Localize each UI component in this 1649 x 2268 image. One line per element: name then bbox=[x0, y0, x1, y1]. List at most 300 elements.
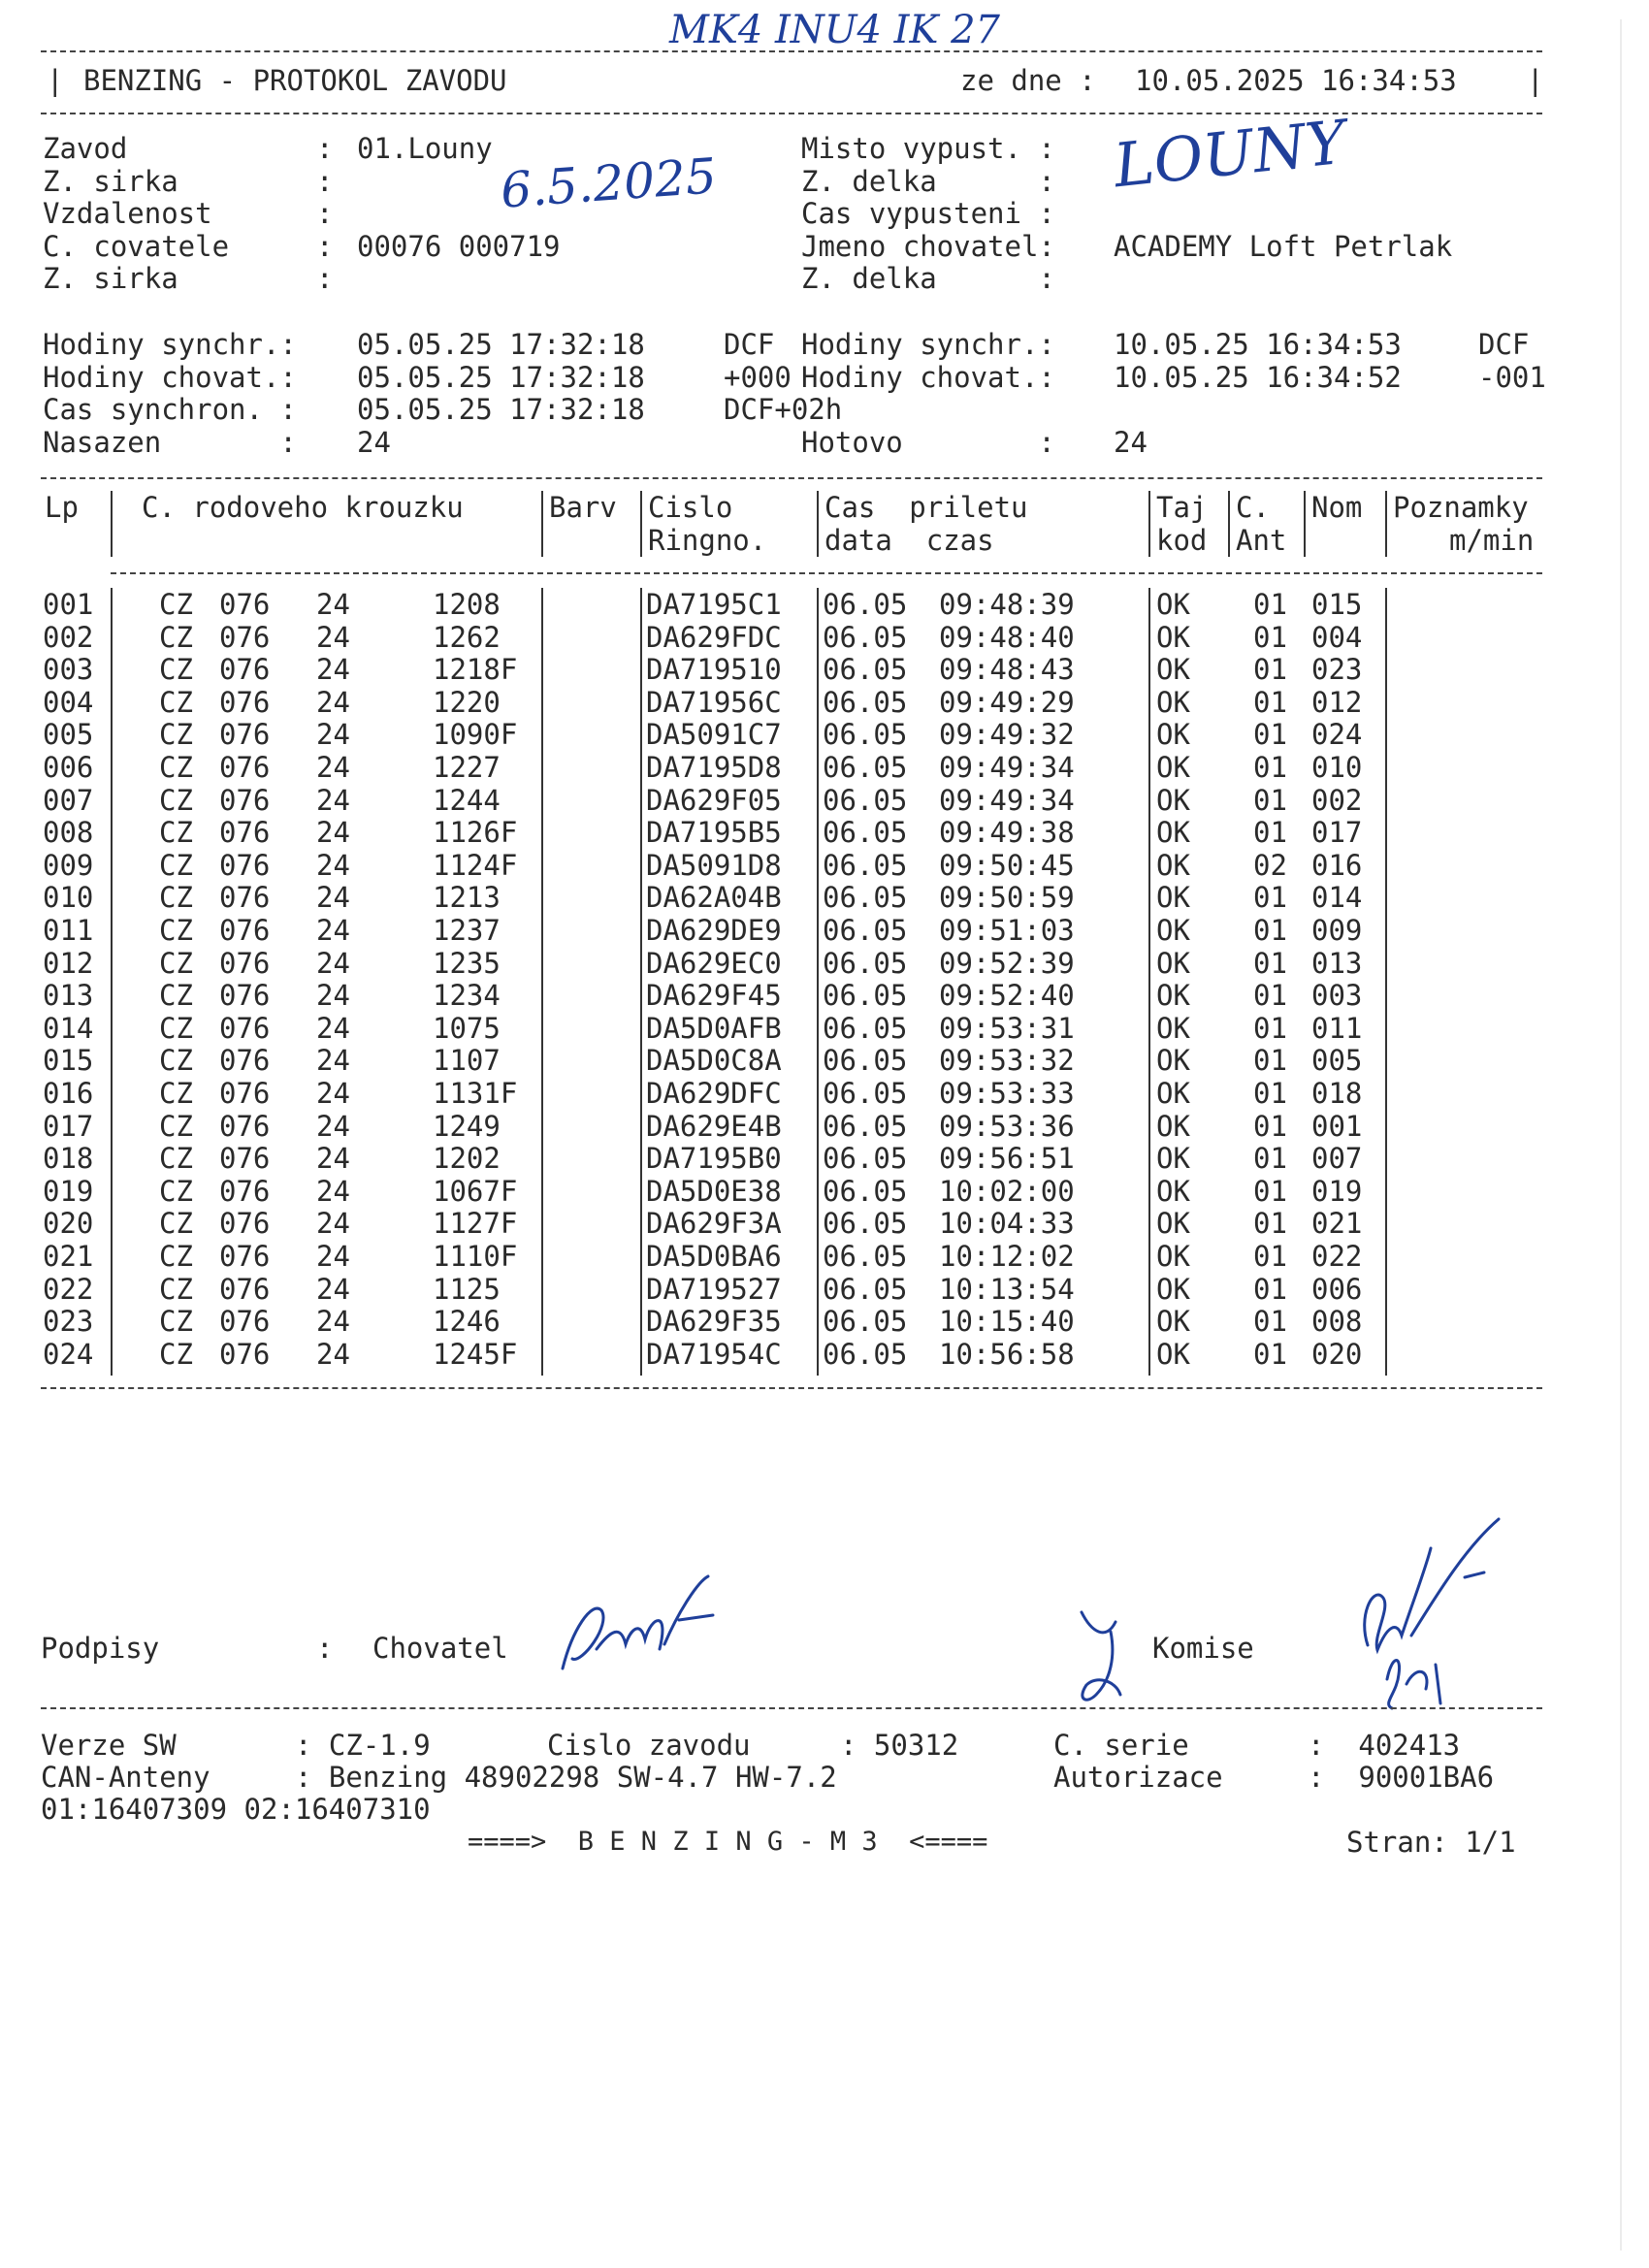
cell-nom: 012 bbox=[1311, 685, 1363, 719]
cell-lp: 017 bbox=[43, 1109, 94, 1143]
sync-value: 05.05.25 17:32:18 bbox=[357, 393, 645, 426]
cell-antenna: 01 bbox=[1253, 685, 1287, 719]
footer-cislo-value: : 50312 bbox=[840, 1729, 959, 1762]
table-row bbox=[0, 1273, 1649, 1306]
cell-country: CZ bbox=[159, 1142, 193, 1176]
cell-nom: 004 bbox=[1311, 620, 1363, 654]
table-row bbox=[0, 784, 1649, 817]
footer-cislo-label: Cislo zavodu bbox=[547, 1729, 751, 1762]
cell-year: 24 bbox=[316, 848, 350, 882]
table-row bbox=[0, 588, 1649, 621]
cell-lp: 009 bbox=[43, 848, 94, 882]
sync-label-right: Hodiny chovat.: bbox=[801, 360, 1055, 394]
footer-page-number: Stran: 1/1 bbox=[1346, 1826, 1516, 1859]
cell-ring-number: 1245F bbox=[433, 1337, 518, 1371]
cell-date: 06.05 bbox=[823, 1077, 908, 1110]
info-right-label: Misto vypust. : bbox=[801, 132, 1055, 165]
cell-country: CZ bbox=[159, 1044, 193, 1078]
cell-country: CZ bbox=[159, 1174, 193, 1208]
protocol-date-label: ze dne : bbox=[960, 64, 1096, 97]
cell-taj-kod: OK bbox=[1156, 620, 1190, 654]
cell-date: 06.05 bbox=[823, 653, 908, 687]
body-sep-1 bbox=[111, 588, 113, 1376]
cell-ringno: DA62A04B bbox=[646, 881, 782, 915]
cell-club: 076 bbox=[219, 1272, 271, 1306]
info-right-label: Z. delka : bbox=[801, 262, 1055, 295]
cell-country: CZ bbox=[159, 685, 193, 719]
table-row bbox=[0, 1110, 1649, 1143]
info-left-value: 01.Louny bbox=[357, 132, 493, 165]
cell-ringno: DA5091C7 bbox=[646, 718, 782, 752]
col-header-data-czas: data czas bbox=[824, 524, 994, 557]
cell-time: 10:02:00 bbox=[939, 1174, 1075, 1208]
cell-year: 24 bbox=[316, 1142, 350, 1176]
cell-ring-number: 1202 bbox=[433, 1142, 501, 1176]
cell-antenna: 01 bbox=[1253, 1240, 1287, 1273]
info-left-label: Zavod bbox=[43, 132, 128, 165]
sync-suffix-right: -001 bbox=[1478, 360, 1546, 394]
info-left-label: C. covatele bbox=[43, 229, 230, 263]
info-left-sep: : bbox=[316, 132, 334, 165]
cell-taj-kod: OK bbox=[1156, 1044, 1190, 1078]
cell-country: CZ bbox=[159, 1109, 193, 1143]
cell-taj-kod: OK bbox=[1156, 1011, 1190, 1045]
cell-lp: 010 bbox=[43, 881, 94, 915]
cell-taj-kod: OK bbox=[1156, 1109, 1190, 1143]
cell-year: 24 bbox=[316, 1240, 350, 1273]
table-row bbox=[0, 1077, 1649, 1110]
cell-nom: 024 bbox=[1311, 718, 1363, 752]
header-left-bar: | bbox=[47, 64, 64, 97]
cell-antenna: 01 bbox=[1253, 1077, 1287, 1110]
cell-ring-number: 1218F bbox=[433, 653, 518, 687]
cell-ringno: DA629E4B bbox=[646, 1109, 782, 1143]
info-left-label: Z. sirka bbox=[43, 164, 178, 198]
col-header-ring: C. rodoveho krouzku bbox=[142, 491, 464, 524]
cell-lp: 021 bbox=[43, 1240, 94, 1273]
cell-ring-number: 1067F bbox=[433, 1174, 518, 1208]
cell-nom: 011 bbox=[1311, 1011, 1363, 1045]
cell-year: 24 bbox=[316, 914, 350, 947]
cell-taj-kod: OK bbox=[1156, 751, 1190, 784]
cell-club: 076 bbox=[219, 1011, 271, 1045]
info-left-sep: : bbox=[316, 164, 334, 198]
sync-value: 24 bbox=[357, 425, 391, 459]
cell-ringno: DA5D0C8A bbox=[646, 1044, 782, 1078]
cell-taj-kod: OK bbox=[1156, 1240, 1190, 1273]
cell-antenna: 01 bbox=[1253, 881, 1287, 915]
cell-club: 076 bbox=[219, 848, 271, 882]
table-row bbox=[0, 1338, 1649, 1371]
cell-date: 06.05 bbox=[823, 1142, 908, 1176]
cell-date: 06.05 bbox=[823, 1044, 908, 1078]
cell-antenna: 01 bbox=[1253, 1174, 1287, 1208]
col-header-kod: kod bbox=[1156, 524, 1208, 557]
cell-country: CZ bbox=[159, 751, 193, 784]
info-left-label: Vzdalenost bbox=[43, 197, 212, 230]
cell-club: 076 bbox=[219, 1142, 271, 1176]
signature-komise-right bbox=[1339, 1509, 1513, 1723]
cell-antenna: 01 bbox=[1253, 653, 1287, 687]
col-header-nom: Nom bbox=[1311, 491, 1363, 524]
cell-ringno: DA7195B0 bbox=[646, 1142, 782, 1176]
cell-time: 10:13:54 bbox=[939, 1272, 1075, 1306]
signatures-sep: : bbox=[316, 1632, 334, 1665]
table-row bbox=[0, 751, 1649, 784]
col-header-cas: Cas priletu bbox=[824, 491, 1028, 524]
cell-country: CZ bbox=[159, 620, 193, 654]
cell-nom: 020 bbox=[1311, 1337, 1363, 1371]
signature-komise-left bbox=[1067, 1603, 1154, 1719]
cell-nom: 013 bbox=[1311, 946, 1363, 980]
cell-ringno: DA7195C1 bbox=[646, 588, 782, 621]
cell-lp: 019 bbox=[43, 1174, 94, 1208]
table-row bbox=[0, 979, 1649, 1012]
col-header-lp: Lp bbox=[45, 491, 79, 524]
cell-time: 09:56:51 bbox=[939, 1142, 1075, 1176]
sync-label: Nasazen : bbox=[43, 425, 297, 459]
footer-verze-value: : CZ-1.9 bbox=[295, 1729, 431, 1762]
table-row bbox=[0, 947, 1649, 980]
cell-lp: 024 bbox=[43, 1337, 94, 1371]
cell-country: CZ bbox=[159, 1240, 193, 1273]
sync-value: 05.05.25 17:32:18 bbox=[357, 360, 645, 394]
cell-nom: 023 bbox=[1311, 653, 1363, 687]
cell-club: 076 bbox=[219, 946, 271, 980]
cell-ring-number: 1237 bbox=[433, 914, 501, 947]
cell-ringno: DA719527 bbox=[646, 1272, 782, 1306]
header-sep-1 bbox=[111, 491, 113, 557]
signature-chovatel bbox=[543, 1571, 737, 1688]
cell-antenna: 01 bbox=[1253, 718, 1287, 752]
header-sep-3 bbox=[640, 491, 642, 557]
cell-ring-number: 1126F bbox=[433, 816, 518, 850]
cell-club: 076 bbox=[219, 653, 271, 687]
cell-ringno: DA629DFC bbox=[646, 1077, 782, 1110]
sync-value-right: 10.05.25 16:34:52 bbox=[1114, 360, 1402, 394]
cell-lp: 015 bbox=[43, 1044, 94, 1078]
cell-taj-kod: OK bbox=[1156, 1337, 1190, 1371]
cell-time: 09:48:43 bbox=[939, 653, 1075, 687]
cell-date: 06.05 bbox=[823, 718, 908, 752]
table-row bbox=[0, 718, 1649, 751]
cell-nom: 006 bbox=[1311, 1272, 1363, 1306]
cell-country: CZ bbox=[159, 979, 193, 1013]
cell-lp: 023 bbox=[43, 1305, 94, 1339]
cell-antenna: 01 bbox=[1253, 979, 1287, 1013]
cell-taj-kod: OK bbox=[1156, 979, 1190, 1013]
cell-date: 06.05 bbox=[823, 979, 908, 1013]
cell-date: 06.05 bbox=[823, 1337, 908, 1371]
header-sep-5 bbox=[1148, 491, 1150, 557]
cell-nom: 015 bbox=[1311, 588, 1363, 621]
cell-date: 06.05 bbox=[823, 620, 908, 654]
cell-year: 24 bbox=[316, 1044, 350, 1078]
body-sep-4 bbox=[817, 588, 819, 1376]
cell-taj-kod: OK bbox=[1156, 848, 1190, 882]
table-row bbox=[0, 816, 1649, 849]
cell-ring-number: 1124F bbox=[433, 848, 518, 882]
cell-antenna: 01 bbox=[1253, 588, 1287, 621]
cell-taj-kod: OK bbox=[1156, 1207, 1190, 1241]
cell-year: 24 bbox=[316, 816, 350, 850]
cell-country: CZ bbox=[159, 718, 193, 752]
cell-date: 06.05 bbox=[823, 1174, 908, 1208]
cell-ringno: DA5091D8 bbox=[646, 848, 782, 882]
cell-year: 24 bbox=[316, 685, 350, 719]
cell-taj-kod: OK bbox=[1156, 946, 1190, 980]
cell-nom: 021 bbox=[1311, 1207, 1363, 1241]
info-left-sep: : bbox=[316, 229, 334, 263]
cell-year: 24 bbox=[316, 1305, 350, 1339]
cell-date: 06.05 bbox=[823, 1240, 908, 1273]
col-header-ant: Ant bbox=[1236, 524, 1287, 557]
footer-auth-value: : 90001BA6 bbox=[1308, 1761, 1495, 1794]
cell-ringno: DA5D0BA6 bbox=[646, 1240, 782, 1273]
cell-nom: 016 bbox=[1311, 848, 1363, 882]
footer-brand: ====> B E N Z I N G - M 3 <==== bbox=[468, 1827, 988, 1857]
sync-label-right: Hodiny synchr.: bbox=[801, 328, 1055, 361]
footer-can-value: : Benzing 48902298 SW-4.7 HW-7.2 bbox=[295, 1761, 837, 1794]
cell-ringno: DA7195B5 bbox=[646, 816, 782, 850]
cell-taj-kod: OK bbox=[1156, 1272, 1190, 1306]
cell-time: 09:49:38 bbox=[939, 816, 1075, 850]
cell-time: 09:53:36 bbox=[939, 1109, 1075, 1143]
cell-nom: 009 bbox=[1311, 914, 1363, 947]
cell-year: 24 bbox=[316, 1109, 350, 1143]
cell-time: 09:49:29 bbox=[939, 685, 1075, 719]
cell-taj-kod: OK bbox=[1156, 783, 1190, 817]
cell-country: CZ bbox=[159, 653, 193, 687]
cell-antenna: 01 bbox=[1253, 1011, 1287, 1045]
cell-date: 06.05 bbox=[823, 946, 908, 980]
cell-taj-kod: OK bbox=[1156, 653, 1190, 687]
sync-label: Cas synchron. : bbox=[43, 393, 297, 426]
handwritten-place: LOUNY bbox=[1110, 106, 1349, 202]
cell-club: 076 bbox=[219, 783, 271, 817]
cell-nom: 010 bbox=[1311, 751, 1363, 784]
cell-ringno: DA71956C bbox=[646, 685, 782, 719]
cell-lp: 007 bbox=[43, 783, 94, 817]
footer-antennas: 01:16407309 02:16407310 bbox=[41, 1793, 431, 1826]
divider-table-header bbox=[111, 572, 1542, 574]
cell-country: CZ bbox=[159, 816, 193, 850]
cell-antenna: 01 bbox=[1253, 1305, 1287, 1339]
cell-lp: 018 bbox=[43, 1142, 94, 1176]
cell-country: CZ bbox=[159, 1011, 193, 1045]
col-header-c: C. bbox=[1236, 491, 1270, 524]
footer-verze-label: Verze SW bbox=[41, 1729, 177, 1762]
cell-ringno: DA7195D8 bbox=[646, 751, 782, 784]
cell-year: 24 bbox=[316, 1337, 350, 1371]
cell-ring-number: 1213 bbox=[433, 881, 501, 915]
cell-ringno: DA629F05 bbox=[646, 783, 782, 817]
cell-taj-kod: OK bbox=[1156, 914, 1190, 947]
cell-nom: 003 bbox=[1311, 979, 1363, 1013]
cell-ring-number: 1244 bbox=[433, 783, 501, 817]
cell-date: 06.05 bbox=[823, 783, 908, 817]
cell-ringno: DA629FDC bbox=[646, 620, 782, 654]
cell-antenna: 01 bbox=[1253, 751, 1287, 784]
cell-ringno: DA5D0E38 bbox=[646, 1174, 782, 1208]
cell-lp: 002 bbox=[43, 620, 94, 654]
handwritten-top-number: MK4 INU4 IK 27 bbox=[669, 8, 1000, 52]
sync-value: 05.05.25 17:32:18 bbox=[357, 328, 645, 361]
col-header-cislo: Cislo bbox=[648, 491, 733, 524]
cell-antenna: 01 bbox=[1253, 946, 1287, 980]
info-left-sep: : bbox=[316, 262, 334, 295]
cell-year: 24 bbox=[316, 588, 350, 621]
cell-country: CZ bbox=[159, 588, 193, 621]
table-row bbox=[0, 1142, 1649, 1175]
cell-country: CZ bbox=[159, 848, 193, 882]
table-row bbox=[0, 849, 1649, 882]
col-header-mmin: m/min bbox=[1449, 524, 1535, 557]
header-right-bar: | bbox=[1527, 64, 1544, 97]
cell-nom: 019 bbox=[1311, 1174, 1363, 1208]
cell-time: 10:15:40 bbox=[939, 1305, 1075, 1339]
sync-suffix: DCF bbox=[724, 328, 775, 361]
cell-time: 10:56:58 bbox=[939, 1337, 1075, 1371]
footer-serie-label: C. serie bbox=[1053, 1729, 1189, 1762]
cell-antenna: 01 bbox=[1253, 783, 1287, 817]
cell-ringno: DA629F45 bbox=[646, 979, 782, 1013]
cell-year: 24 bbox=[316, 1174, 350, 1208]
cell-nom: 007 bbox=[1311, 1142, 1363, 1176]
cell-lp: 006 bbox=[43, 751, 94, 784]
cell-time: 09:48:39 bbox=[939, 588, 1075, 621]
protocol-title: BENZING - PROTOKOL ZAVODU bbox=[83, 64, 507, 97]
cell-club: 076 bbox=[219, 620, 271, 654]
cell-ring-number: 1125 bbox=[433, 1272, 501, 1306]
divider-signatures bbox=[41, 1707, 1542, 1709]
divider-table-bottom bbox=[41, 1387, 1542, 1389]
cell-year: 24 bbox=[316, 1207, 350, 1241]
col-header-barv: Barv bbox=[549, 491, 617, 524]
table-row bbox=[0, 1207, 1649, 1240]
cell-ringno: DA5D0AFB bbox=[646, 1011, 782, 1045]
cell-time: 09:49:34 bbox=[939, 751, 1075, 784]
cell-date: 06.05 bbox=[823, 1011, 908, 1045]
cell-antenna: 01 bbox=[1253, 1044, 1287, 1078]
cell-ringno: DA629DE9 bbox=[646, 914, 782, 947]
cell-antenna: 01 bbox=[1253, 1207, 1287, 1241]
cell-ring-number: 1262 bbox=[433, 620, 501, 654]
sync-label: Hodiny synchr.: bbox=[43, 328, 297, 361]
sync-label: Hodiny chovat.: bbox=[43, 360, 297, 394]
cell-ring-number: 1075 bbox=[433, 1011, 501, 1045]
sync-suffix: DCF+02h bbox=[724, 393, 843, 426]
signature-chovatel-label: Chovatel bbox=[372, 1632, 508, 1665]
header-sep-2 bbox=[541, 491, 543, 557]
cell-time: 09:48:40 bbox=[939, 620, 1075, 654]
cell-date: 06.05 bbox=[823, 1207, 908, 1241]
cell-year: 24 bbox=[316, 653, 350, 687]
cell-date: 06.05 bbox=[823, 588, 908, 621]
cell-antenna: 01 bbox=[1253, 914, 1287, 947]
cell-ring-number: 1227 bbox=[433, 751, 501, 784]
body-sep-3 bbox=[640, 588, 642, 1376]
cell-country: CZ bbox=[159, 1077, 193, 1110]
cell-ringno: DA629F3A bbox=[646, 1207, 782, 1241]
cell-antenna: 01 bbox=[1253, 1272, 1287, 1306]
cell-country: CZ bbox=[159, 946, 193, 980]
cell-club: 076 bbox=[219, 1240, 271, 1273]
cell-ringno: DA71954C bbox=[646, 1337, 782, 1371]
cell-year: 24 bbox=[316, 751, 350, 784]
cell-date: 06.05 bbox=[823, 816, 908, 850]
cell-country: CZ bbox=[159, 1207, 193, 1241]
cell-ring-number: 1234 bbox=[433, 979, 501, 1013]
cell-nom: 001 bbox=[1311, 1109, 1363, 1143]
cell-nom: 022 bbox=[1311, 1240, 1363, 1273]
header-sep-4 bbox=[817, 491, 819, 557]
cell-antenna: 01 bbox=[1253, 1109, 1287, 1143]
cell-date: 06.05 bbox=[823, 1272, 908, 1306]
cell-year: 24 bbox=[316, 881, 350, 915]
cell-antenna: 02 bbox=[1253, 848, 1287, 882]
cell-lp: 016 bbox=[43, 1077, 94, 1110]
protocol-date-value: 10.05.2025 16:34:53 bbox=[1135, 64, 1457, 97]
cell-nom: 018 bbox=[1311, 1077, 1363, 1110]
cell-club: 076 bbox=[219, 1305, 271, 1339]
header-sep-6 bbox=[1228, 491, 1230, 557]
cell-club: 076 bbox=[219, 1044, 271, 1078]
cell-time: 09:52:39 bbox=[939, 946, 1075, 980]
cell-taj-kod: OK bbox=[1156, 1305, 1190, 1339]
cell-lp: 001 bbox=[43, 588, 94, 621]
table-row bbox=[0, 1044, 1649, 1077]
cell-club: 076 bbox=[219, 816, 271, 850]
cell-date: 06.05 bbox=[823, 914, 908, 947]
footer-auth-label: Autorizace bbox=[1053, 1761, 1223, 1794]
cell-year: 24 bbox=[316, 718, 350, 752]
cell-taj-kod: OK bbox=[1156, 588, 1190, 621]
cell-taj-kod: OK bbox=[1156, 718, 1190, 752]
cell-ring-number: 1249 bbox=[433, 1109, 501, 1143]
cell-time: 09:49:32 bbox=[939, 718, 1075, 752]
cell-country: CZ bbox=[159, 914, 193, 947]
table-row bbox=[0, 1012, 1649, 1045]
body-sep-8 bbox=[1385, 588, 1387, 1376]
table-row bbox=[0, 914, 1649, 947]
cell-time: 09:49:34 bbox=[939, 783, 1075, 817]
cell-year: 24 bbox=[316, 979, 350, 1013]
cell-year: 24 bbox=[316, 620, 350, 654]
cell-lp: 012 bbox=[43, 946, 94, 980]
body-sep-5 bbox=[1148, 588, 1150, 1376]
cell-ring-number: 1110F bbox=[433, 1240, 518, 1273]
cell-ring-number: 1220 bbox=[433, 685, 501, 719]
table-row bbox=[0, 881, 1649, 914]
table-row bbox=[0, 621, 1649, 654]
info-right-label: Cas vypusteni : bbox=[801, 197, 1055, 230]
cell-club: 076 bbox=[219, 751, 271, 784]
cell-ring-number: 1246 bbox=[433, 1305, 501, 1339]
cell-ring-number: 1090F bbox=[433, 718, 518, 752]
col-header-taj: Taj bbox=[1156, 491, 1208, 524]
info-left-value: 00076 000719 bbox=[357, 229, 561, 263]
cell-taj-kod: OK bbox=[1156, 881, 1190, 915]
cell-lp: 013 bbox=[43, 979, 94, 1013]
cell-time: 09:53:33 bbox=[939, 1077, 1075, 1110]
cell-nom: 002 bbox=[1311, 783, 1363, 817]
divider-top bbox=[41, 50, 1542, 52]
cell-nom: 017 bbox=[1311, 816, 1363, 850]
info-right-label: Z. delka : bbox=[801, 164, 1055, 198]
header-sep-7 bbox=[1304, 491, 1306, 557]
cell-club: 076 bbox=[219, 1174, 271, 1208]
